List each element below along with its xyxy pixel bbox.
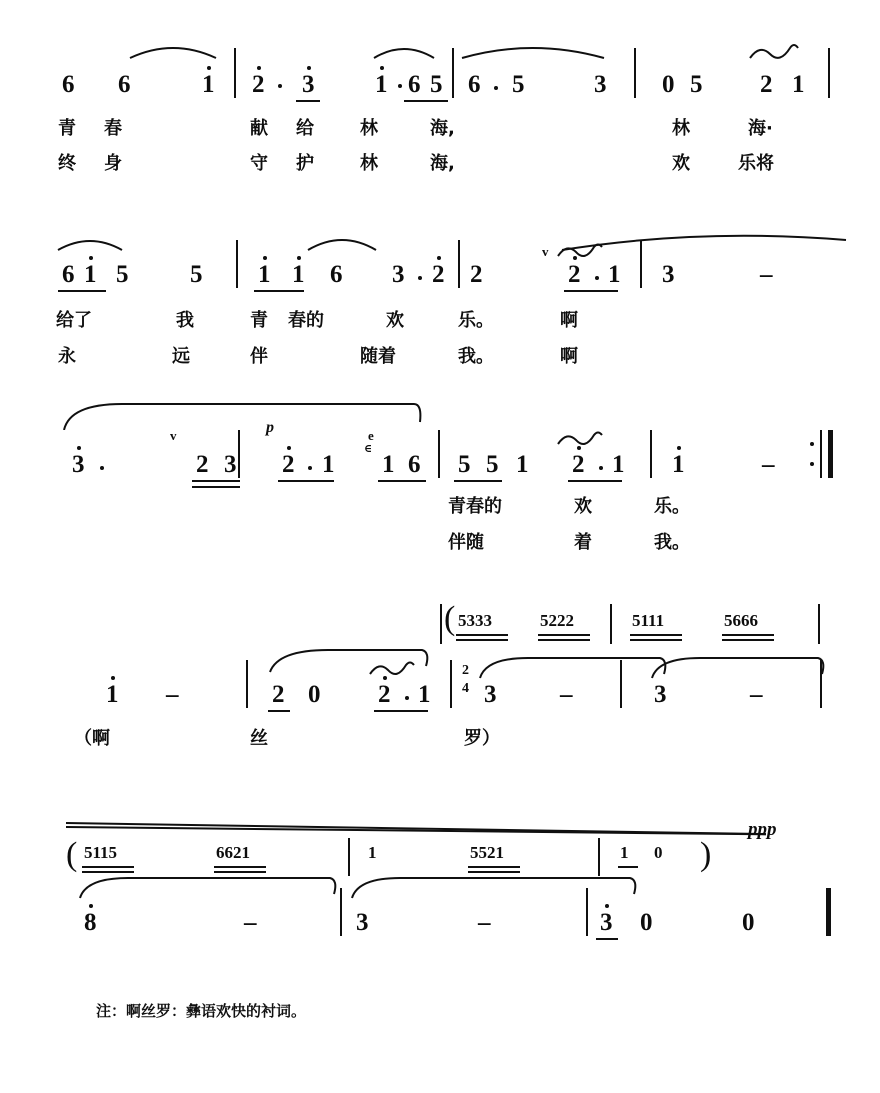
octave-dot [383,676,387,680]
long-slur [560,228,848,252]
beam [722,634,774,636]
note: 0 [308,681,321,708]
lyric: 我。 [458,346,494,367]
long-slur [478,656,668,680]
octave-dot [77,446,81,450]
harmony-note-group: 5333 [458,611,492,630]
grace-mark: e [368,428,374,443]
close-paren: ) [700,836,712,873]
beam [82,871,134,873]
note: 5 [190,261,203,288]
lyric: 青 [58,118,76,139]
note: 3 [302,71,315,98]
note: 2 [432,261,445,288]
beam [404,100,448,102]
lyric: 春的 [288,310,324,331]
lyric: 林 [360,153,378,174]
augmentation-dot [595,276,599,280]
beam [454,480,502,482]
lyric: 我 [176,310,194,331]
beam [192,480,240,482]
note: 3 [594,71,607,98]
beam [268,710,290,712]
beam [378,480,426,482]
long-slur [350,876,638,900]
octave-dot [89,256,93,260]
beam [214,871,266,873]
beam [568,480,622,482]
octave-dot [207,66,211,70]
lyric: 罗） [464,728,500,749]
lyric: 终 [58,153,76,174]
augmentation-dot [418,276,422,280]
note: 1 [382,451,395,478]
note: 2 [470,261,483,288]
note: 8 [84,909,97,936]
note: 3 [72,451,85,478]
note: 6 [118,71,131,98]
augmentation-dot [599,466,603,470]
octave-dot [111,676,115,680]
lyric: 林 [360,118,378,139]
note: 6 [408,71,421,98]
note: 6 [62,71,75,98]
augmentation-dot [278,84,282,88]
octave-dot [605,904,609,908]
lyric: 啊 [560,310,578,331]
note: 6 [468,71,481,98]
note: 1 [375,71,388,98]
harmony-note: 0 [654,843,663,862]
barline [348,838,350,876]
beam [296,100,320,102]
barline [236,240,238,288]
note: 1 [292,261,305,288]
beam [214,866,266,868]
note: 5 [430,71,443,98]
octave-dot [573,256,577,260]
note: – [762,451,775,478]
note: – [760,261,773,288]
lyric: 春 [104,118,122,139]
note: 5 [512,71,525,98]
lyric: 海, [430,153,455,174]
barline [620,660,622,708]
note: – [478,909,491,936]
note: 3 [484,681,497,708]
augmentation-dot [308,466,312,470]
barline [438,430,440,478]
note: 1 [792,71,805,98]
lyric: 护 [296,153,314,174]
lyric: （啊 [74,728,110,749]
note: 1 [258,261,271,288]
harmony-note-group: 5666 [724,611,758,630]
barline [238,430,240,478]
note: 1 [84,261,97,288]
octave-dot [287,446,291,450]
beam [456,634,508,636]
barline [828,48,830,98]
long-slur [78,876,338,900]
time-signature-numerator: 2 [462,663,469,678]
note: 1 [516,451,529,478]
octave-dot [89,904,93,908]
note: 1 [672,451,685,478]
slur [372,40,436,60]
breath-mark: v [170,428,177,443]
barline [598,838,600,876]
final-barline [826,888,831,936]
note: 5 [486,451,499,478]
lyric: 我。 [654,532,690,553]
footnote: 注：啊丝罗：彝语欢快的衬词。 [96,1002,307,1020]
note: 1 [202,71,215,98]
augmentation-dot [398,84,402,88]
note: 6 [330,261,343,288]
slur [128,38,218,60]
note: 2 [252,71,265,98]
note: 1 [106,681,119,708]
note: – [560,681,573,708]
octave-dot [677,446,681,450]
octave-dot [380,66,384,70]
note: 1 [418,681,431,708]
lyric: 远 [172,346,190,367]
slur [56,232,126,252]
note: 2 [760,71,773,98]
octave-dot [297,256,301,260]
beam [278,480,334,482]
beam [538,634,590,636]
beam [630,634,682,636]
beam [192,486,240,488]
note: 1 [608,261,621,288]
octave-dot [263,256,267,260]
harmony-note-group: 5222 [540,611,574,630]
barline [610,604,612,644]
lyric: 给 [296,118,314,139]
trill-mark [556,428,608,448]
note: 2 [378,681,391,708]
lyric: 乐将 [738,153,774,174]
beam [374,710,428,712]
trill-mark [556,240,606,260]
barline [440,604,442,644]
dynamic-piano: p [266,419,274,436]
lyric: 青春的 [448,496,502,517]
note: – [750,681,763,708]
augmentation-dot [494,86,498,90]
barline [458,240,460,288]
slur [306,230,378,252]
slur [460,38,606,60]
beam [564,290,618,292]
note: 2 [272,681,285,708]
beam [468,871,520,873]
barline [340,888,342,936]
octave-dot [307,66,311,70]
barline [450,660,452,708]
lyric: 啊 [560,346,578,367]
note: 3 [224,451,237,478]
lyric: 林 [672,118,690,139]
lyric: 伴随 [448,532,484,553]
note: 2 [568,261,581,288]
lyric: 守 [250,153,268,174]
lyric: 海· [748,118,773,139]
beam [630,639,682,641]
beam [538,639,590,641]
dynamic-ppp: ppp [748,819,777,840]
augmentation-dot [100,466,104,470]
harmony-note-group: 5521 [470,843,504,862]
long-slur [650,656,826,680]
breath-mark: v [542,244,549,259]
beam [254,290,304,292]
beam [82,866,134,868]
note: 2 [196,451,209,478]
harmony-note-group: 6621 [216,843,250,862]
lyric: 欢 [672,153,690,174]
lyric: 伴 [250,346,268,367]
beam [456,639,508,641]
lyric: 欢 [574,496,592,517]
lyric: 青 [250,310,268,331]
note: – [244,909,257,936]
beam [58,290,106,292]
barline [234,48,236,98]
note: 3 [392,261,405,288]
grace-mark: ∈ [364,443,373,455]
barline [820,430,822,478]
barline [820,660,822,708]
note: 5 [116,261,129,288]
lyric: 着 [574,532,592,553]
lyric: 给了 [56,310,92,331]
lyric: 随着 [360,346,396,367]
lyric: 乐。 [654,496,690,517]
note: 0 [662,71,675,98]
octave-dot [577,446,581,450]
barline [818,604,820,644]
harmony-note: 1 [368,843,377,862]
barline [246,660,248,708]
barline [452,48,454,98]
note: 5 [458,451,471,478]
augmentation-dot [405,696,409,700]
repeat-dot [810,462,814,466]
trill-mark [368,658,418,678]
repeat-dot [810,442,814,446]
open-paren: ( [444,600,456,637]
note: 2 [282,451,295,478]
note: 0 [640,909,653,936]
harmony-note: 1 [620,843,629,862]
note: 6 [62,261,75,288]
note: 1 [612,451,625,478]
note: 1 [322,451,335,478]
long-slur [62,400,422,430]
note: 3 [356,909,369,936]
lyric: 丝 [250,728,268,749]
beam [596,938,618,940]
long-slur [268,648,430,674]
note: 6 [408,451,421,478]
lyric: 海, [430,118,455,139]
note: 3 [600,909,613,936]
time-signature-denominator: 4 [462,681,469,696]
lyric: 永 [58,346,76,367]
repeat-barline [828,430,833,478]
open-paren: ( [66,836,78,873]
trill-mark [748,40,800,62]
octave-dot [437,256,441,260]
harmony-note-group: 5111 [632,611,665,630]
beam [722,639,774,641]
octave-dot [257,66,261,70]
beam [618,866,638,868]
barline [586,888,588,936]
note: 2 [572,451,585,478]
note: 3 [662,261,675,288]
harmony-note-group: 5115 [84,843,118,862]
barline [634,48,636,98]
note: – [166,681,179,708]
lyric: 欢 [386,310,404,331]
lyric: 献 [250,118,268,139]
note: 5 [690,71,703,98]
beam [468,866,520,868]
barline [640,240,642,288]
note: 0 [742,909,755,936]
lyric: 身 [104,153,122,174]
note: 3 [654,681,667,708]
lyric: 乐。 [458,310,494,331]
barline [650,430,652,478]
